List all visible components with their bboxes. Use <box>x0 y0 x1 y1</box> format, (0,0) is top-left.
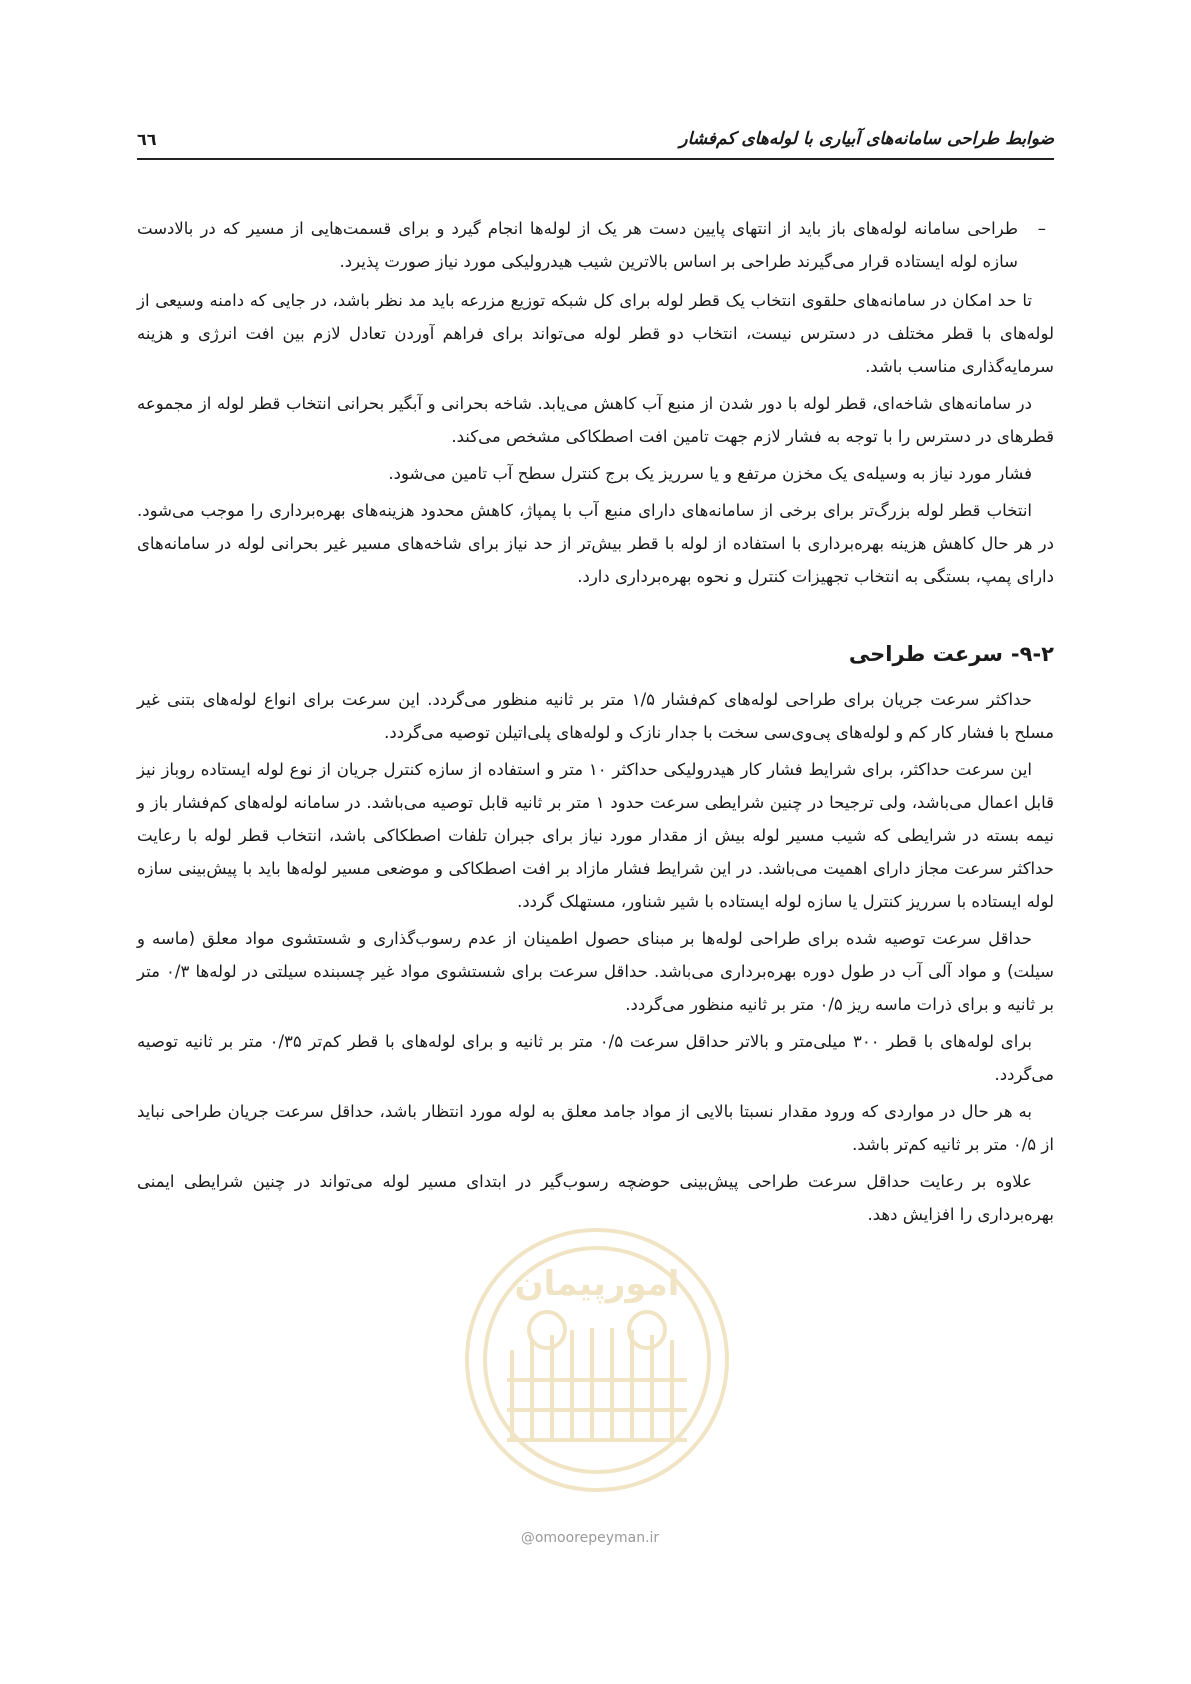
page-number: ٦٦ <box>137 129 157 149</box>
paragraph: انتخاب قطر لوله بزرگ‌تر برای برخی از سامانه‌های دارای منبع آب با پمپاژ، کاهش محدود هزینه‌های بهره‌برداری را موجب می‌شود. در هر حال کاهش هزینه بهره‌برداری با استفاده از لوله با قطر بیش‌تر از حد نیاز برای شاخه‌های مسیر غیر بحرانی لوله در سامانه‌های دارای پمپ، بستگی به انتخاب تجهیزات کنترل و نحوه بهره‌برداری دارد. <box>137 501 1054 586</box>
section-heading <box>137 639 1054 669</box>
section-number: ۹-۲- <box>1010 642 1054 666</box>
section-title: سرعت طراحی <box>848 642 1003 666</box>
paragraph: علاوه بر رعایت حداقل سرعت طراحی پیش‌بینی حوضچه رسوب‌گیر در ابتدای مسیر لوله می‌تواند در چنین شرایطی ایمنی بهره‌برداری را افزایش دهد. <box>137 1172 1054 1224</box>
at-icon: @ <box>520 1530 535 1546</box>
running-title: ضوابط طراحی سامانه‌های آبیاری با لوله‌های کم‌فشار <box>679 129 1054 149</box>
bullet-text: طراحی سامانه لوله‌های باز باید از انتهای پایین دست هر یک از لوله‌ها انجام گیرد و برای قسمت‌هایی از مسیر که در بالادست سازه لوله ایستاده قرار می‌گیرند طراحی بر اساس بالاترین شیب هیدرولیکی مورد نیاز صورت پذیرد. <box>137 219 1018 271</box>
paragraph: برای لوله‌های با قطر ۳۰۰ میلی‌متر و بالاتر حداقل سرعت ۰/۵ متر بر ثانیه و برای لوله‌های با قطر کم‌تر ۰/۳۵ متر بر ثانیه توصیه می‌گردد. <box>137 1032 1054 1084</box>
watermark-brand: امورپیمان <box>514 1264 680 1304</box>
header-rule <box>137 158 1054 160</box>
paragraph: به هر حال در مواردی که ورود مقدار نسبتا بالایی از مواد جامد معلق به لوله مورد انتظار باشد، حداقل سرعت جریان طراحی نباید از ۰/۵ متر بر ثانیه کم‌تر باشد. <box>137 1102 1054 1154</box>
watermark-logo <box>452 1210 742 1510</box>
page-header <box>137 127 1054 151</box>
body-text <box>137 212 1054 1235</box>
paragraph: در سامانه‌های شاخه‌ای، قطر لوله با دور شدن از منبع آب کاهش می‌یابد. شاخه بحرانی و آبگیر بحرانی انتخاب قطر لوله از مجموعه قطرهای در دسترس را با توجه به فشار لازم جهت تامین افت اصطکاکی مشخص می‌کند. <box>137 394 1054 446</box>
paragraph: حداقل سرعت توصیه شده برای طراحی لوله‌ها بر مبنای حصول اطمینان از عدم رسوب‌گذاری و شستشوی مواد معلق (ماسه و سیلت) و مواد آلی آب در طول دوره بهره‌برداری می‌باشد. حداقل سرعت برای شستشوی مواد غیر چسبنده سیلتی در لوله‌ها ۰/۳ متر بر ثانیه و برای ذرات ماسه ریز ۰/۵ متر بر ثانیه منظور می‌گردد. <box>137 929 1055 1014</box>
bullet-item <box>137 212 1054 278</box>
paragraph: تا حد امکان در سامانه‌های حلقوی انتخاب یک قطر لوله برای کل شبکه توزیع مزرعه باید مد نظر باشد، در جایی که دامنه وسیعی از لوله‌های با قطر مختلف در دسترس نیست، انتخاب دو قطر لوله می‌تواند برای فراهم آوردن تعادل لازم بین افت انرژی و هزینه سرمایه‌گذاری مناسب باشد. <box>137 291 1054 376</box>
paragraph: این سرعت حداکثر، برای شرایط فشار کار هیدرولیکی حداکثر ۱۰ متر و استفاده از سازه کنترل جریان از نوع لوله ایستاده روباز نیز قابل اعمال می‌باشد، ولی ترجیحا در چنین شرایطی سرعت حدود ۱ متر بر ثانیه قابل توصیه می‌باشد. در سامانه لوله‌های کم‌فشار باز و نیمه بسته در شرایطی که شیب مسیر لوله بیش از مقدار مورد نیاز برای جبران تلفات اصطکاکی باشد، انتخاب قطر لوله با رعایت حداکثر سرعت مجاز دارای اهمیت می‌باشد. در این شرایط فشار مازاد بر افت اصطکاکی و موضعی مسیر لوله‌ها باید با پیش‌بینی سازه لوله ایستاده با سرریز کنترل یا سازه لوله ایستاده با شیر شناور، مستهلک گردد. <box>137 760 1054 911</box>
paragraph: حداکثر سرعت جریان برای طراحی لوله‌های کم‌فشار ۱/۵ متر بر ثانیه منظور می‌گردد. این سرعت برای انواع لوله‌های بتنی غیر مسلح با فشار کار کم و لوله‌های پی‌وی‌سی سخت با جدار نازک و لوله‌های پلی‌اتیلن توصیه می‌گردد. <box>137 690 1054 742</box>
bullet-dash: – <box>1037 219 1046 238</box>
paragraph: فشار مورد نیاز به وسیله‌ی یک مخزن مرتفع و یا سرریز یک برج کنترل سطح آب تامین می‌شود. <box>388 464 1032 483</box>
watermark-url: @omoorepeyman.ir <box>520 1530 660 1546</box>
